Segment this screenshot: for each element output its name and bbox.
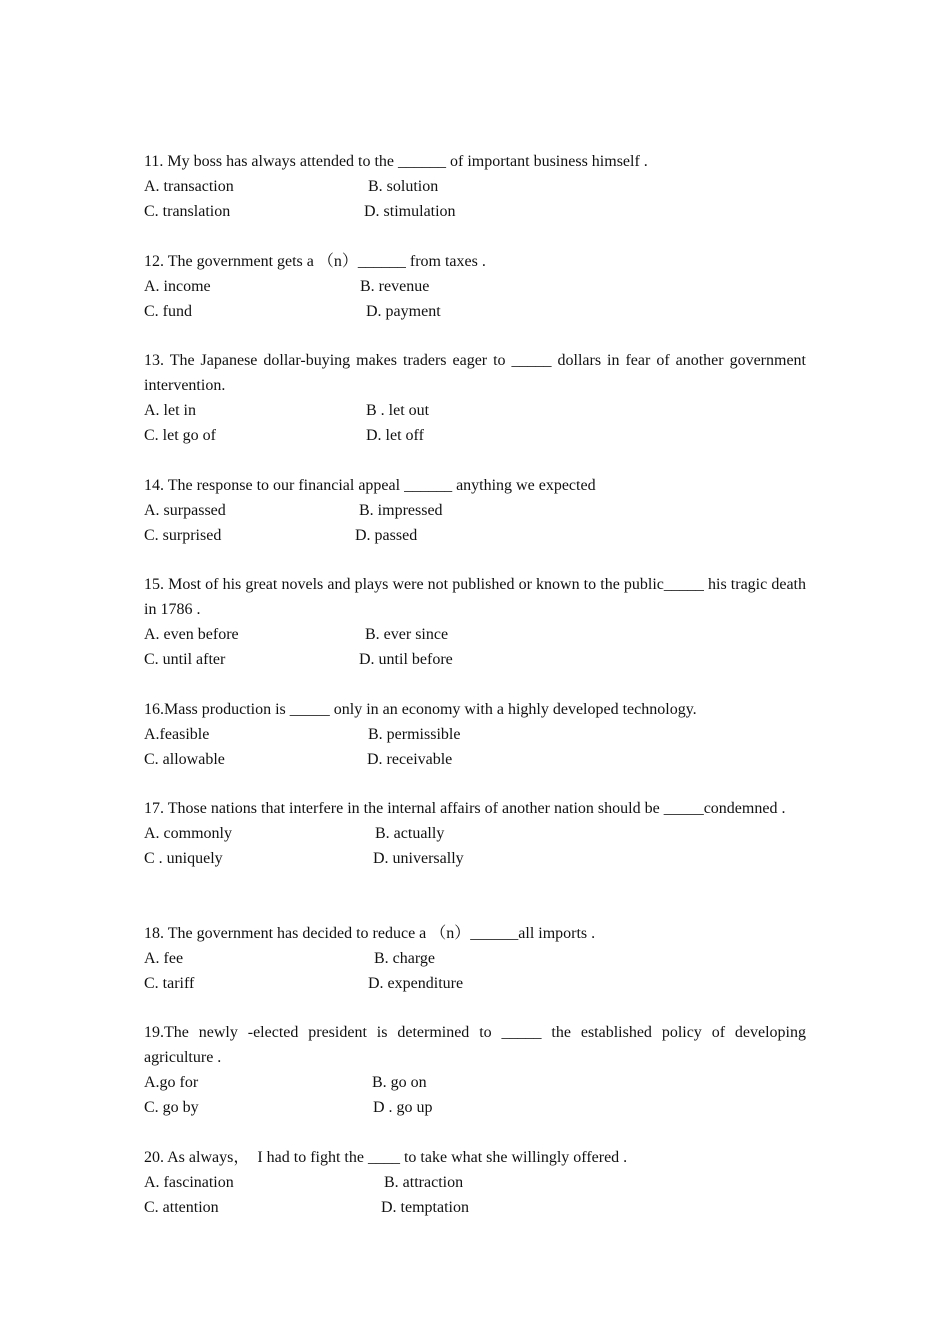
option-d: D. receivable xyxy=(367,751,453,768)
question-16 xyxy=(144,697,806,772)
option-row xyxy=(144,1095,806,1120)
option-row xyxy=(144,423,806,448)
option-b: B. ever since xyxy=(365,626,449,643)
question-15 xyxy=(144,572,810,672)
question-12 xyxy=(144,249,806,324)
option-a: A. even before xyxy=(144,626,239,643)
option-d: D. expenditure xyxy=(368,975,464,992)
option-row xyxy=(144,1195,806,1220)
option-d: D. until before xyxy=(359,651,453,668)
option-c: C. allowable xyxy=(144,751,225,768)
option-d: D . go up xyxy=(373,1099,433,1116)
question-18 xyxy=(144,921,806,996)
option-d: D. passed xyxy=(355,527,418,544)
question-stem: 20. As always， I had to fight the ____ to take what she willingly offered . xyxy=(144,1149,628,1166)
option-c: C. tariff xyxy=(144,975,195,992)
option-c: C. attention xyxy=(144,1199,219,1216)
question-19 xyxy=(144,1020,810,1120)
option-a: A. commonly xyxy=(144,825,232,842)
option-row xyxy=(144,946,806,971)
option-c: C. surprised xyxy=(144,527,222,544)
option-b: B. permissible xyxy=(368,726,461,743)
option-row xyxy=(144,747,806,772)
option-b: B. actually xyxy=(375,825,445,842)
option-d: D. temptation xyxy=(381,1199,469,1216)
option-d: D. universally xyxy=(373,850,464,867)
option-c: C. until after xyxy=(144,651,226,668)
option-row xyxy=(144,274,806,299)
question-stem: 16.Mass production is _____ only in an economy with a highly developed technology. xyxy=(144,701,697,718)
option-c: C. go by xyxy=(144,1099,199,1116)
option-d: D. payment xyxy=(366,303,441,320)
option-a: A. let in xyxy=(144,402,196,419)
option-row xyxy=(144,1070,806,1095)
option-a: A. surpassed xyxy=(144,502,226,519)
option-row xyxy=(144,199,806,224)
question-stem: 17. Those nations that interfere in the internal affairs of another nation should be _____condemned . xyxy=(144,800,786,817)
option-a: A. income xyxy=(144,278,211,295)
option-d: D. stimulation xyxy=(364,203,456,220)
question-11 xyxy=(144,149,806,224)
option-row xyxy=(144,846,806,871)
question-stem: 18. The government has decided to reduce a （n）______all imports . xyxy=(144,925,596,942)
option-a: A. fascination xyxy=(144,1174,234,1191)
question-13 xyxy=(144,348,810,448)
option-b: B. charge xyxy=(374,950,436,967)
option-a: A.feasible xyxy=(144,726,210,743)
option-row xyxy=(144,398,806,423)
question-17 xyxy=(144,796,806,871)
option-row xyxy=(144,821,806,846)
option-b: B. solution xyxy=(368,178,439,195)
option-row xyxy=(144,622,806,647)
option-b: B. attraction xyxy=(384,1174,464,1191)
option-a: A.go for xyxy=(144,1074,199,1091)
option-row xyxy=(144,1170,806,1195)
question-stem: 19.The newly -elected president is determined to _____ the established policy of developing agriculture . xyxy=(144,1024,810,1066)
question-stem: 11. My boss has always attended to the ______ of important business himself . xyxy=(144,153,648,170)
option-a: A. fee xyxy=(144,950,184,967)
option-d: D. let off xyxy=(366,427,424,444)
question-20 xyxy=(144,1145,806,1220)
question-stem: 15. Most of his great novels and plays were not published or known to the public_____ his tragic death in 1786 . xyxy=(144,576,810,618)
option-c: C. let go of xyxy=(144,427,216,444)
question-stem: 14. The response to our financial appeal ______ anything we expected xyxy=(144,477,596,494)
option-c: C . uniquely xyxy=(144,850,223,867)
option-row xyxy=(144,174,806,199)
option-row xyxy=(144,722,806,747)
question-stem: 12. The government gets a （n）______ from taxes . xyxy=(144,253,486,270)
option-b: B. revenue xyxy=(360,278,430,295)
option-c: C. fund xyxy=(144,303,192,320)
question-stem: 13. The Japanese dollar-buying makes traders eager to _____ dollars in fear of another government intervention. xyxy=(144,352,810,394)
option-b: B . let out xyxy=(366,402,430,419)
question-14 xyxy=(144,473,806,548)
option-c: C. translation xyxy=(144,203,231,220)
option-b: B. go on xyxy=(372,1074,427,1091)
option-row xyxy=(144,523,806,548)
option-b: B. impressed xyxy=(359,502,443,519)
option-row xyxy=(144,647,806,672)
option-a: A. transaction xyxy=(144,178,234,195)
option-row xyxy=(144,299,806,324)
option-row xyxy=(144,498,806,523)
option-row xyxy=(144,971,806,996)
